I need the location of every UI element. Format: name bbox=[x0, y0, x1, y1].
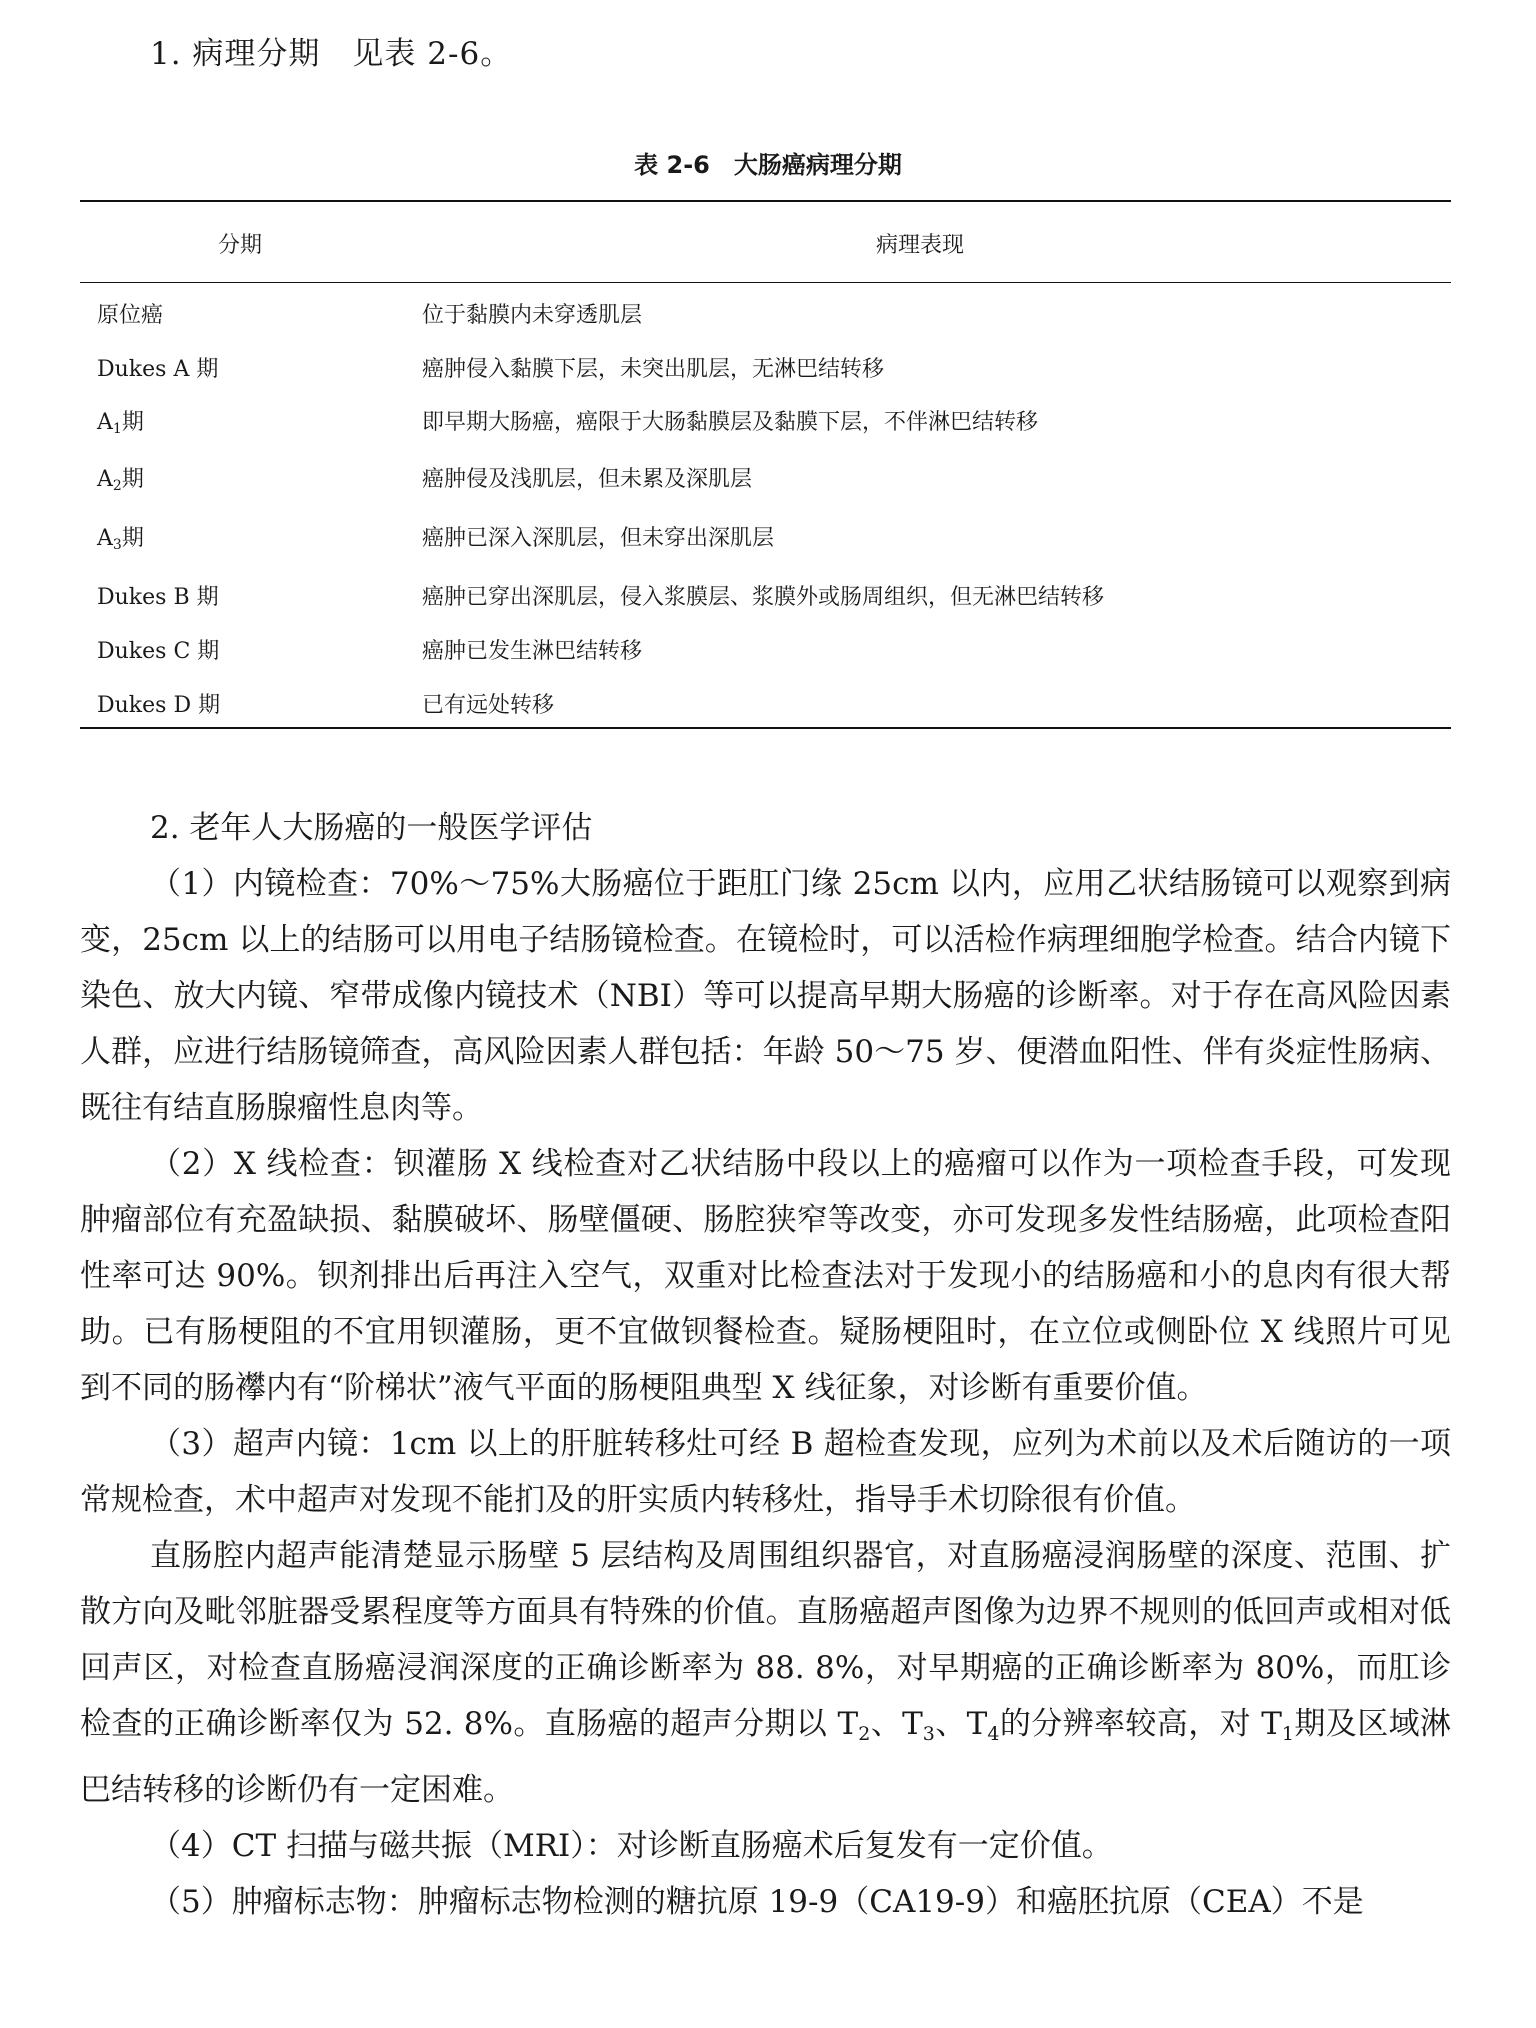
description-cell: 癌肿已穿出深肌层，侵入浆膜层、浆膜外或肠周组织，但无淋巴结转移 bbox=[422, 585, 1105, 610]
table-header-stage: 分期 bbox=[218, 233, 263, 258]
table-row bbox=[0, 688, 1536, 728]
paragraph-ct-mri: （4）CT 扫描与磁共振（MRI）：对诊断直肠癌术后复发有一定价值。 bbox=[150, 1828, 1113, 1864]
section-2-title: 2. 老年人大肠癌的一般医学评估 bbox=[150, 810, 593, 846]
table-row bbox=[0, 521, 1536, 561]
description-cell: 即早期大肠癌，癌限于大肠黏膜层及黏膜下层，不伴淋巴结转移 bbox=[422, 410, 1039, 435]
paragraph-tumor-markers: （5）肿瘤标志物：肿瘤标志物检测的糖抗原 19-9（CA19-9）和癌胚抗原（CEA）不是 bbox=[150, 1884, 1364, 1920]
section-heading: 1. 病理分期 见表 2-6。 bbox=[150, 36, 513, 72]
stage-cell: Dukes D 期 bbox=[97, 693, 221, 718]
table-row bbox=[0, 462, 1536, 502]
paragraph-xray: （2）X 线检查：钡灌肠 X 线检查对乙状结肠中段以上的癌瘤可以作为一项检查手段，可发现肿瘤部位有充盈缺损、黏膜破坏、肠壁僵硬、肠腔狭窄等改变，亦可发现多发性结肠癌，此项检查阳性率可达 90%。钡剂排出后再注入空气，双重对比检查法对于发现小的结肠癌和小的息肉有很大帮助。已有肠梗阻的不宜用钡灌肠，更不宜做钡餐检查。疑肠梗阻时，在立位或侧卧位 X 线照片可见到不同的肠襻内有“阶梯状”液气平面的肠梗阻典型 X 线征象，对诊断有重要价值。 bbox=[80, 1146, 1451, 1406]
stage-cell: Dukes C 期 bbox=[97, 639, 220, 664]
description-cell: 位于黏膜内未穿透肌层 bbox=[422, 303, 643, 328]
paragraph-rectal-ultrasound: 直肠腔内超声能清楚显示肠壁 5 层结构及周围组织器官，对直肠癌浸润肠壁的深度、范围、扩散方向及毗邻脏器受累程度等方面具有特殊的价值。直肠癌超声图像为边界不规则的低回声或相对低回声区，对检查直肠癌浸润深度的正确诊断率为 88. 8%，对早期癌的正确诊断率为 80%，而肛诊检查的正确诊断率仅为 52. 8%。直肠癌的超声分期以 $T_2$、$T_3$、$T_4$的分辨率较高，对 $T_1$期及区域淋巴结转移的诊断仍有一定困难。 bbox=[80, 1538, 1451, 1808]
table-row bbox=[0, 405, 1536, 445]
table-row bbox=[0, 352, 1536, 392]
table-bottom-rule bbox=[80, 727, 1451, 729]
stage-cell: $A_1$期 bbox=[97, 410, 144, 437]
table-row bbox=[0, 298, 1536, 338]
table-row bbox=[0, 634, 1536, 674]
stage-cell: Dukes A 期 bbox=[97, 357, 219, 382]
description-cell: 癌肿侵入黏膜下层，未突出肌层，无淋巴结转移 bbox=[422, 357, 885, 382]
paragraph-endoscopic-ultrasound: （3）超声内镜：1cm 以上的肝脏转移灶可经 B 超检查发现，应列为术前以及术后随访的一项常规检查，术中超声对发现不能扪及的肝实质内转移灶，指导手术切除很有价值。 bbox=[80, 1426, 1451, 1518]
table-header-description: 病理表现 bbox=[876, 233, 965, 258]
paragraph-endoscopy: （1）内镜检查：70%～75%大肠癌位于距肛门缘 25cm 以内，应用乙状结肠镜可以观察到病变，25cm 以上的结肠可以用电子结肠镜检查。在镜检时，可以活检作病理细胞学检查。结合内镜下染色、放大内镜、窄带成像内镜技术（NBI）等可以提高早期大肠癌的诊断率。对于存在高风险因素人群，应进行结肠镜筛查，高风险因素人群包括：年龄 50～75 岁、便潜血阳性、伴有炎症性肠病、既往有结直肠腺瘤性息肉等。 bbox=[80, 866, 1451, 1126]
stage-cell: Dukes B 期 bbox=[97, 585, 219, 610]
table-caption: 表 2-6 大肠癌病理分期 bbox=[634, 151, 902, 179]
stage-cell: 原位癌 bbox=[97, 303, 164, 328]
table-header-rule bbox=[80, 282, 1451, 283]
table-row bbox=[0, 580, 1536, 620]
description-cell: 癌肿已发生淋巴结转移 bbox=[422, 639, 643, 664]
body-text bbox=[80, 800, 1451, 1930]
description-cell: 已有远处转移 bbox=[422, 693, 555, 718]
description-cell: 癌肿已深入深肌层，但未穿出深肌层 bbox=[422, 526, 775, 551]
stage-cell: $A_2$期 bbox=[97, 467, 144, 494]
stage-cell: $A_3$期 bbox=[97, 526, 144, 553]
table-top-rule bbox=[80, 200, 1451, 202]
description-cell: 癌肿侵及浅肌层，但未累及深肌层 bbox=[422, 467, 753, 492]
